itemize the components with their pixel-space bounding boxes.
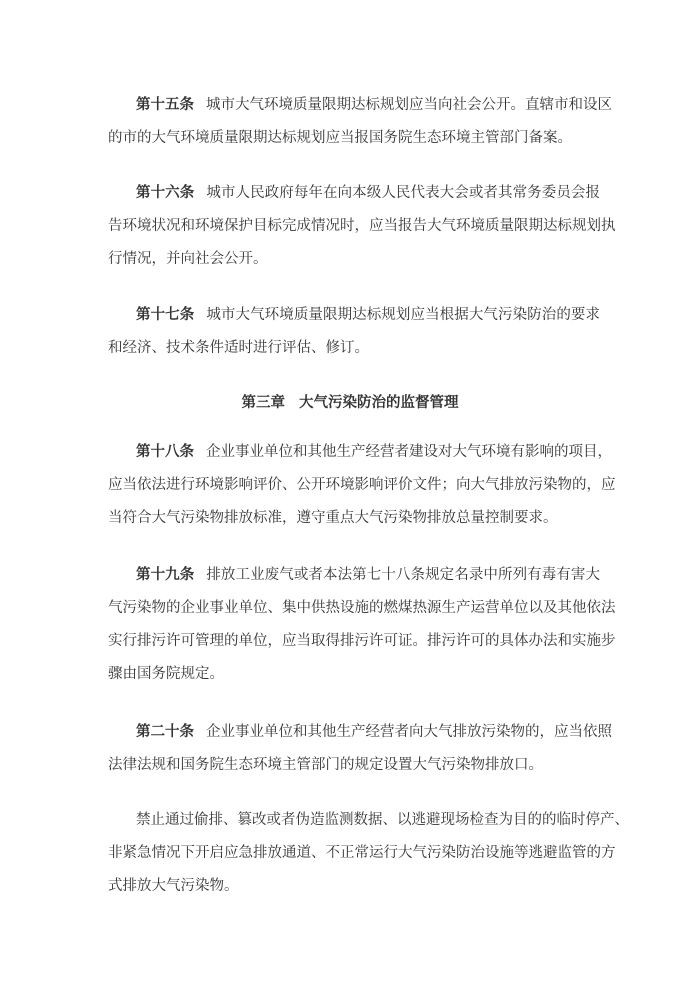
article-20-line-1: 第二十条 企业事业单位和其他生产经营者向大气排放污染物的，应当依照 <box>136 724 612 740</box>
article-20 <box>108 722 612 775</box>
article-number: 第十七条 <box>136 307 195 323</box>
article-16-line-1: 第十六条 城市人民政府每年在向本级人民代表大会或者其常务委员会报 <box>136 185 601 201</box>
article-19-line-3: 实行排污许可管理的单位，应当取得排污许可证。排污许可的具体办法和实施步 <box>108 633 616 649</box>
article-number: 第十五条 <box>136 97 194 113</box>
chapter-number: 第三章 <box>241 395 285 411</box>
chapter-title: 大气污染防治的监督管理 <box>299 395 459 411</box>
article-16-line-2: 告环境状况和环境保护目标完成情况时，应当报告大气环境质量限期达标规划执 <box>108 218 616 234</box>
article-18-line-1: 第十八条 企业事业单位和其他生产经营者建设对大气环境有影响的项目， <box>136 444 612 460</box>
article-16-line-3: 行情况，并向社会公开。 <box>108 251 268 267</box>
article-15-line-2: 的市的大气环境质量限期达标规划应当报国务院生态环境主管部门备案。 <box>108 130 572 146</box>
article-19-line-2: 气污染物的企业事业单位、集中供热设施的燃煤热源生产运营单位以及其他依法 <box>108 600 616 616</box>
article-number: 第二十条 <box>136 724 194 740</box>
article-19-line-1: 第十九条 排放工业废气或者本法第七十八条规定名录中所列有毒有害大 <box>136 567 601 583</box>
article-20-p2-line-2: 非紧急情况下开启应急排放通道、不正常运行大气污染防治设施等逃避监管的方 <box>108 845 616 861</box>
article-17-line-1: 第十七条 城市大气环境质量限期达标规划应当根据大气污染防治的要求 <box>136 307 601 323</box>
article-15-line-1: 第十五条 城市大气环境质量限期达标规划应当向社会公开。直辖市和设区 <box>136 97 612 113</box>
article-17 <box>108 305 600 358</box>
article-19 <box>108 565 616 684</box>
article-20-p2-line-3: 式排放大气污染物。 <box>108 878 239 894</box>
article-number: 第十九条 <box>136 567 195 583</box>
article-20-paragraph-2 <box>108 810 629 896</box>
article-18-line-3: 当符合大气污染物排放标准，遵守重点大气污染物排放总量控制要求。 <box>108 510 558 526</box>
article-18 <box>108 442 616 528</box>
article-15 <box>108 95 612 148</box>
article-19-line-4: 骤由国务院规定。 <box>108 666 224 682</box>
article-18-line-2: 应当依法进行环境影响评价、公开环境影响评价文件；向大气排放污染物的，应 <box>108 477 616 493</box>
chapter-heading <box>0 393 700 413</box>
article-20-line-2: 法律法规和国务院生态环境主管部门的规定设置大气污染物排放口。 <box>108 757 543 773</box>
article-number: 第十六条 <box>136 185 195 201</box>
article-16 <box>108 183 616 269</box>
article-17-line-2: 和经济、技术条件适时进行评估、修订。 <box>108 340 369 356</box>
article-number: 第十八条 <box>136 444 194 460</box>
article-20-p2-line-1: 禁止通过偷排、篡改或者伪造监测数据、以逃避现场检查为目的的临时停产、 <box>136 812 629 828</box>
